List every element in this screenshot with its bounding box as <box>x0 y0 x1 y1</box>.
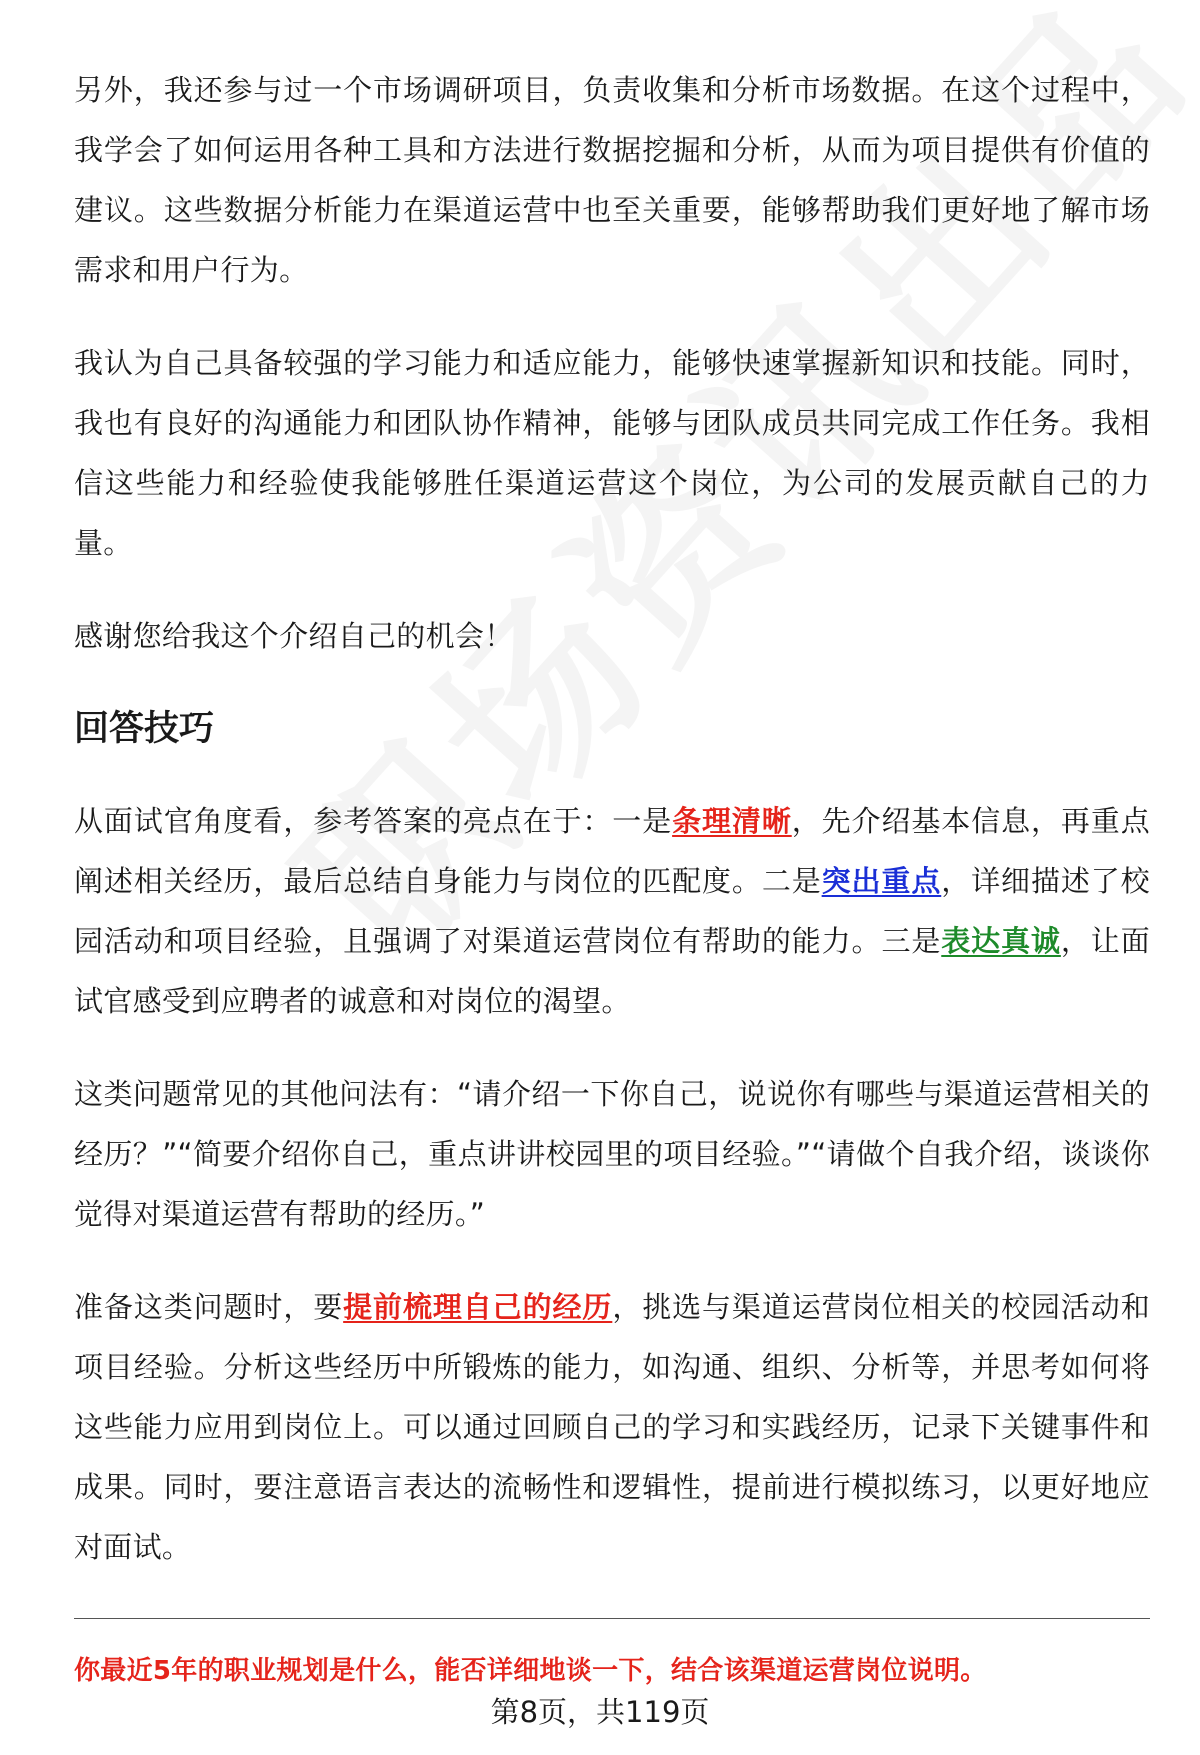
tip-paragraph-preparation <box>74 1277 1150 1577</box>
tip-text: ，让面试官感受到应聘者的诚意和对岗位的渴望。 <box>74 924 1151 1018</box>
highlight-sincere: 表达真诚 <box>941 924 1061 958</box>
tip-text: ，详细描述了校园活动和项目经验，且强调了对渠道运营岗位有帮助的能力。三是 <box>74 864 1150 958</box>
paragraph-thanks: 感谢您给我这个介绍自己的机会！ <box>74 619 514 653</box>
highlight-key-points: 突出重点 <box>821 864 942 898</box>
tip-text: ，挑选与渠道运营岗位相关的校园活动和项目经验。分析这些经历中所锻炼的能力，如沟通、组织、分析等，并思考如何将这些能力应用到岗位上。可以通过回顾自己的学习和实践经历，记录下关键事件和成果。同时，要注意语言表达的流畅性和逻辑性，提前进行模拟练习，以更好地应对面试。 <box>74 1290 1151 1564</box>
highlight-review-experience: 提前梳理自己的经历 <box>343 1290 613 1324</box>
divider <box>74 1618 1150 1619</box>
paragraph-market-research: 另外，我还参与过一个市场调研项目，负责收集和分析市场数据。在这个过程中，我学会了如何运用各种工具和方法进行数据挖掘和分析，从而为项目提供有价值的建议。这些数据分析能力在渠道运营中也至关重要，能够帮助我们更好地了解市场需求和用户行为。 <box>74 73 1150 287</box>
tip-text: 从面试官角度看，参考答案的亮点在于：一是 <box>74 804 673 838</box>
next-question-title: 你最近5年的职业规划是什么，能否详细地谈一下，结合该渠道运营岗位说明。 <box>74 1656 987 1686</box>
section-title: 回答技巧 <box>74 709 215 749</box>
document-body <box>74 60 1150 1610</box>
highlight-clear-structure: 条理清晰 <box>672 804 792 838</box>
tip-text: ，先介绍基本信息，再重点阐述相关经历，最后总结自身能力与岗位的匹配度。二是 <box>74 804 1150 898</box>
tip-paragraph-highlights <box>74 791 1150 1031</box>
paragraph-abilities: 我认为自己具备较强的学习能力和适应能力，能够快速掌握新知识和技能。同时，我也有良好的沟通能力和团队协作精神，能够与团队成员共同完成工作任务。我相信这些能力和经验使我能够胜任渠道运营这个岗位，为公司的发展贡献自己的力量。 <box>74 346 1150 560</box>
tip-text: 准备这类问题时，要 <box>74 1290 344 1324</box>
page-number: 第8页，共119页 <box>490 1695 710 1729</box>
tip-paragraph-alternatives: 这类问题常见的其他问法有：“请介绍一下你自己，说说你有哪些与渠道运营相关的经历？”“简要介绍你自己，重点讲讲校园里的项目经验。”“请做个自我介绍，谈谈你觉得对渠道运营有帮助的经历。” <box>74 1077 1150 1231</box>
